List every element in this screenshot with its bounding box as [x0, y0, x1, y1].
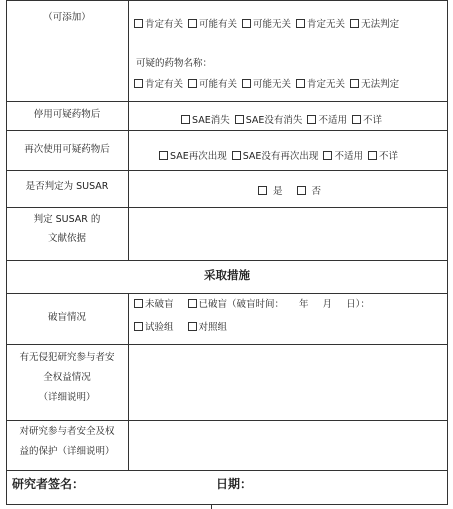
rule — [6, 420, 448, 421]
year-label: 年 — [299, 299, 309, 310]
checkbox-icon — [235, 115, 244, 124]
option-label: 试验组 — [145, 322, 174, 333]
date-field[interactable] — [258, 476, 378, 492]
rule — [6, 260, 448, 261]
option-label: 对照组 — [198, 322, 228, 333]
blind-checkbox[interactable] — [188, 299, 285, 311]
option-label: 可能有关 — [199, 19, 238, 30]
trial-group-checkbox[interactable] — [134, 322, 174, 334]
reuse-options — [159, 151, 403, 163]
option-label: 是 — [273, 186, 283, 197]
option-checkbox[interactable] — [159, 151, 227, 163]
option-checkbox[interactable] — [350, 79, 399, 91]
checkbox-icon — [242, 19, 251, 28]
option-label: 无法判定 — [361, 19, 400, 30]
rule — [6, 344, 448, 345]
option-label: 可能有关 — [199, 79, 238, 90]
relation-options-1 — [134, 19, 404, 31]
row-rights-label-1: 有无侵犯研究参与者安 — [19, 352, 115, 363]
option-checkbox[interactable] — [368, 151, 398, 163]
checkbox-icon — [296, 19, 305, 28]
rule-top — [6, 0, 448, 1]
month-label: 月 — [322, 299, 333, 310]
checkbox-icon — [188, 79, 197, 88]
rule — [6, 130, 448, 131]
checkbox-icon — [232, 151, 241, 160]
section-title: 采取措施 — [204, 268, 250, 282]
checkbox-icon — [134, 79, 143, 88]
checkbox-icon — [350, 79, 359, 88]
option-label: SAE没有消失 — [245, 115, 303, 126]
option-checkbox[interactable] — [232, 151, 319, 163]
option-checkbox[interactable] — [134, 19, 183, 31]
checkbox-icon — [307, 115, 316, 124]
option-checkbox[interactable] — [242, 19, 291, 31]
checkbox-icon — [134, 322, 143, 331]
option-checkbox[interactable] — [350, 19, 399, 31]
suspect-drug-label: 可疑的药物名称： — [136, 58, 213, 69]
option-checkbox[interactable] — [235, 115, 303, 127]
checkbox-icon — [159, 151, 168, 160]
row-add-label: （可添加） — [43, 12, 91, 23]
unblind-checkbox[interactable] — [134, 299, 174, 311]
option-checkbox[interactable] — [297, 186, 322, 198]
option-checkbox[interactable] — [307, 115, 347, 127]
checkbox-icon — [296, 79, 305, 88]
option-label: 已破盲（破盲时间： — [198, 299, 285, 310]
row-protect-label-2: 益的保护（详细说明） — [19, 446, 115, 457]
option-label: SAE消失 — [192, 115, 230, 126]
protect-input-area[interactable] — [134, 426, 434, 462]
option-label: SAE再次出现 — [170, 151, 227, 162]
checkbox-icon — [188, 322, 197, 331]
option-label: 肯定有关 — [145, 79, 184, 90]
row-basis-label-1: 判定 SUSAR 的 — [33, 214, 101, 225]
checkbox-icon — [188, 299, 197, 308]
option-label: SAE没有再次出现 — [242, 151, 319, 162]
rule-right — [447, 0, 448, 505]
row-susar-label: 是否判定为 SUSAR — [25, 181, 109, 192]
option-label: 肯定无关 — [307, 19, 346, 30]
option-label: 无法判定 — [361, 79, 400, 90]
checkbox-icon — [134, 299, 143, 308]
control-group-checkbox[interactable] — [188, 322, 228, 334]
signature-field[interactable] — [86, 476, 206, 492]
signature-label: 研究者签名： — [12, 477, 85, 491]
day-label: 日）： — [346, 299, 370, 310]
rights-input-area[interactable] — [134, 350, 434, 410]
option-checkbox[interactable] — [352, 115, 382, 127]
checkbox-icon — [297, 186, 306, 195]
row-basis-label-2: 文献依据 — [47, 233, 86, 244]
rule-col — [128, 0, 129, 261]
option-label: 可能无关 — [253, 19, 292, 30]
checkbox-icon — [323, 151, 332, 160]
rule — [6, 170, 448, 171]
row-rights-label-2: 全权益情况 — [43, 372, 91, 383]
rule — [6, 207, 448, 208]
option-checkbox[interactable] — [296, 19, 345, 31]
basis-input-area[interactable] — [134, 225, 434, 239]
rule — [6, 293, 448, 294]
rule — [6, 470, 448, 471]
option-checkbox[interactable] — [188, 19, 237, 31]
rule-bottom — [6, 504, 448, 505]
checkbox-icon — [181, 115, 190, 124]
blind-options-2 — [134, 322, 232, 334]
checkbox-icon — [134, 19, 143, 28]
option-label: 肯定有关 — [145, 19, 184, 30]
stop-options — [181, 115, 387, 127]
checkbox-icon — [368, 151, 377, 160]
checkbox-icon — [188, 19, 197, 28]
option-checkbox[interactable] — [242, 79, 291, 91]
option-label: 不详 — [378, 151, 398, 162]
option-label: 肯定无关 — [307, 79, 346, 90]
susar-options — [258, 186, 326, 198]
option-checkbox[interactable] — [188, 79, 237, 91]
option-checkbox[interactable] — [258, 186, 283, 198]
rule — [6, 101, 448, 102]
checkbox-icon — [258, 186, 267, 195]
rule-col — [128, 293, 129, 471]
row-blind-label: 破盲情况 — [47, 312, 86, 323]
sae-report-form — [6, 0, 448, 505]
rule-tick — [211, 504, 212, 509]
option-checkbox[interactable] — [134, 79, 183, 91]
row-stop-label: 停用可疑药物后 — [33, 109, 101, 120]
option-label: 不详 — [362, 115, 382, 126]
option-checkbox[interactable] — [181, 115, 230, 127]
option-checkbox[interactable] — [323, 151, 363, 163]
option-label: 不适用 — [334, 151, 363, 162]
checkbox-icon — [350, 19, 359, 28]
option-label: 否 — [311, 186, 322, 197]
row-protect-label-1: 对研究参与者安全及权 — [19, 426, 115, 437]
option-label: 可能无关 — [253, 79, 292, 90]
option-label: 不适用 — [318, 115, 347, 126]
blind-options-1 — [134, 299, 370, 311]
option-label: 未破盲 — [145, 299, 174, 310]
relation-options-2 — [134, 79, 404, 91]
date-label: 日期： — [216, 477, 253, 491]
checkbox-icon — [352, 115, 361, 124]
checkbox-icon — [242, 79, 251, 88]
option-checkbox[interactable] — [296, 79, 345, 91]
row-reuse-label: 再次使用可疑药物后 — [24, 144, 110, 155]
row-rights-label-3: （详细说明） — [38, 392, 96, 403]
